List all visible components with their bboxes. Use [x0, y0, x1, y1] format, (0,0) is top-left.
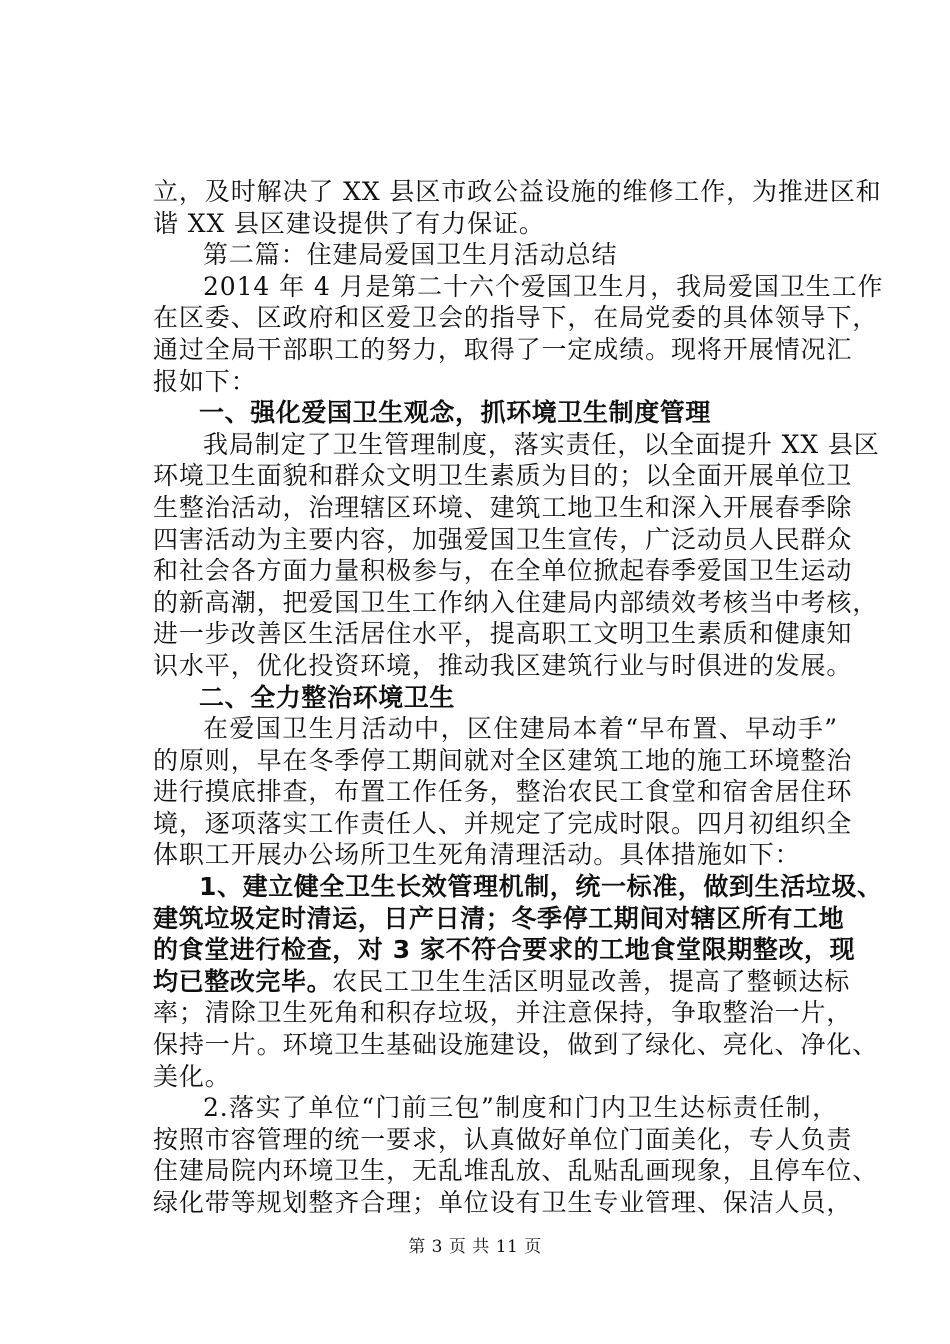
paragraph-line: 进行摸底排查，布置工作任务，整治农民工食堂和宿舍居住环	[153, 777, 853, 807]
heading-2: 二、全力整治环境卫生	[199, 682, 456, 712]
paragraph-line: 绿化带等规划整齐合理；单位设有卫生专业管理、保洁人员，	[153, 1188, 853, 1217]
paragraph-line: 率；清除卫生死角和积存垃圾，并注意保持，争取整治一片，	[153, 998, 853, 1028]
normal-span: 农民工卫生生活区明显改善，提高了整顿达标	[332, 966, 851, 996]
section-title: 第二篇：住建局爱国卫生月活动总结	[203, 240, 618, 270]
paragraph-line: 在区委、区政府和区爱卫会的指导下，在局党委的具体领导下，	[153, 303, 879, 333]
paragraph-line: 生整治活动，治理辖区环境、建筑工地卫生和深入开展春季除	[153, 492, 853, 522]
paragraph-line: 住建局院内环境卫生，无乱堆乱放、乱贴乱画现象，且停车位、	[153, 1156, 879, 1186]
paragraph-line: 的原则，早在冬季停工期间就对全区建筑工地的施工环境整治	[153, 745, 853, 775]
paragraph-line: 四害活动为主要内容，加强爱国卫生宣传，广泛动员人民群众	[153, 524, 853, 554]
paragraph-line: 按照市容管理的统一要求，认真做好单位门面美化，专人负责	[153, 1124, 853, 1154]
paragraph-line: 报如下：	[153, 366, 257, 396]
document-body	[153, 176, 884, 1219]
paragraph-line: 体职工开展办公场所卫生死角清理活动。具体措施如下：	[153, 840, 801, 870]
paragraph-line: 通过全局干部职工的努力，取得了一定成绩。现将开展情况汇	[153, 334, 853, 364]
paragraph-line: 的新高潮，把爱国卫生工作纳入住建局内部绩效考核当中考核，	[153, 587, 879, 617]
paragraph-line: 我局制定了卫生管理制度，落实责任，以全面提升 XX 县区	[203, 429, 880, 459]
paragraph-line: 2014 年 4 月是第二十六个爱国卫生月，我局爱国卫生工作	[203, 271, 884, 301]
paragraph-line: 保持一片。环境卫生基础设施建设，做到了绿化、亮化、净化、	[153, 1030, 879, 1060]
paragraph-line: 谐 XX 县区建设提供了有力保证。	[153, 208, 545, 238]
paragraph-line: 进一步改善区生活居住水平，提高职工文明卫生素质和健康知	[153, 619, 853, 649]
paragraph-line: 立，及时解决了 XX 县区市政公益设施的维修工作，为推进区和	[153, 177, 882, 206]
bold-paragraph-line: 的食堂进行检查，对 3 家不符合要求的工地食堂限期整改，现	[153, 935, 856, 965]
paragraph-line: 境，逐项落实工作责任人、并规定了完成时限。四月初组织全	[153, 808, 853, 838]
bold-span: 均已整改完毕。	[153, 966, 333, 996]
heading-1: 一、强化爱国卫生观念，抓环境卫生制度管理	[199, 398, 712, 428]
page-number-footer: 第 3 页 共 11 页	[408, 1237, 542, 1257]
paragraph-line: 在爱国卫生月活动中，区住建局本着“早布置、早动手”	[203, 714, 838, 744]
bold-paragraph-line: 建筑垃圾定时清运，日产日清；冬季停工期间对辖区所有工地	[153, 903, 845, 933]
paragraph-line: 2.落实了单位“门前三包”制度和门内卫生达标责任制，	[203, 1093, 838, 1123]
paragraph-line: 美化。	[153, 1061, 231, 1091]
mixed-paragraph-line	[153, 966, 851, 998]
paragraph-line: 识水平，优化投资环境，推动我区建筑行业与时俱进的发展。	[153, 650, 853, 680]
bold-paragraph-line: 1、建立健全卫生长效管理机制，统一标准，做到生活垃圾、	[199, 872, 883, 902]
paragraph-line: 环境卫生面貌和群众文明卫生素质为目的；以全面开展单位卫	[153, 461, 853, 491]
paragraph-line: 和社会各方面力量积极参与，在全单位掀起春季爱国卫生运动	[153, 556, 853, 586]
